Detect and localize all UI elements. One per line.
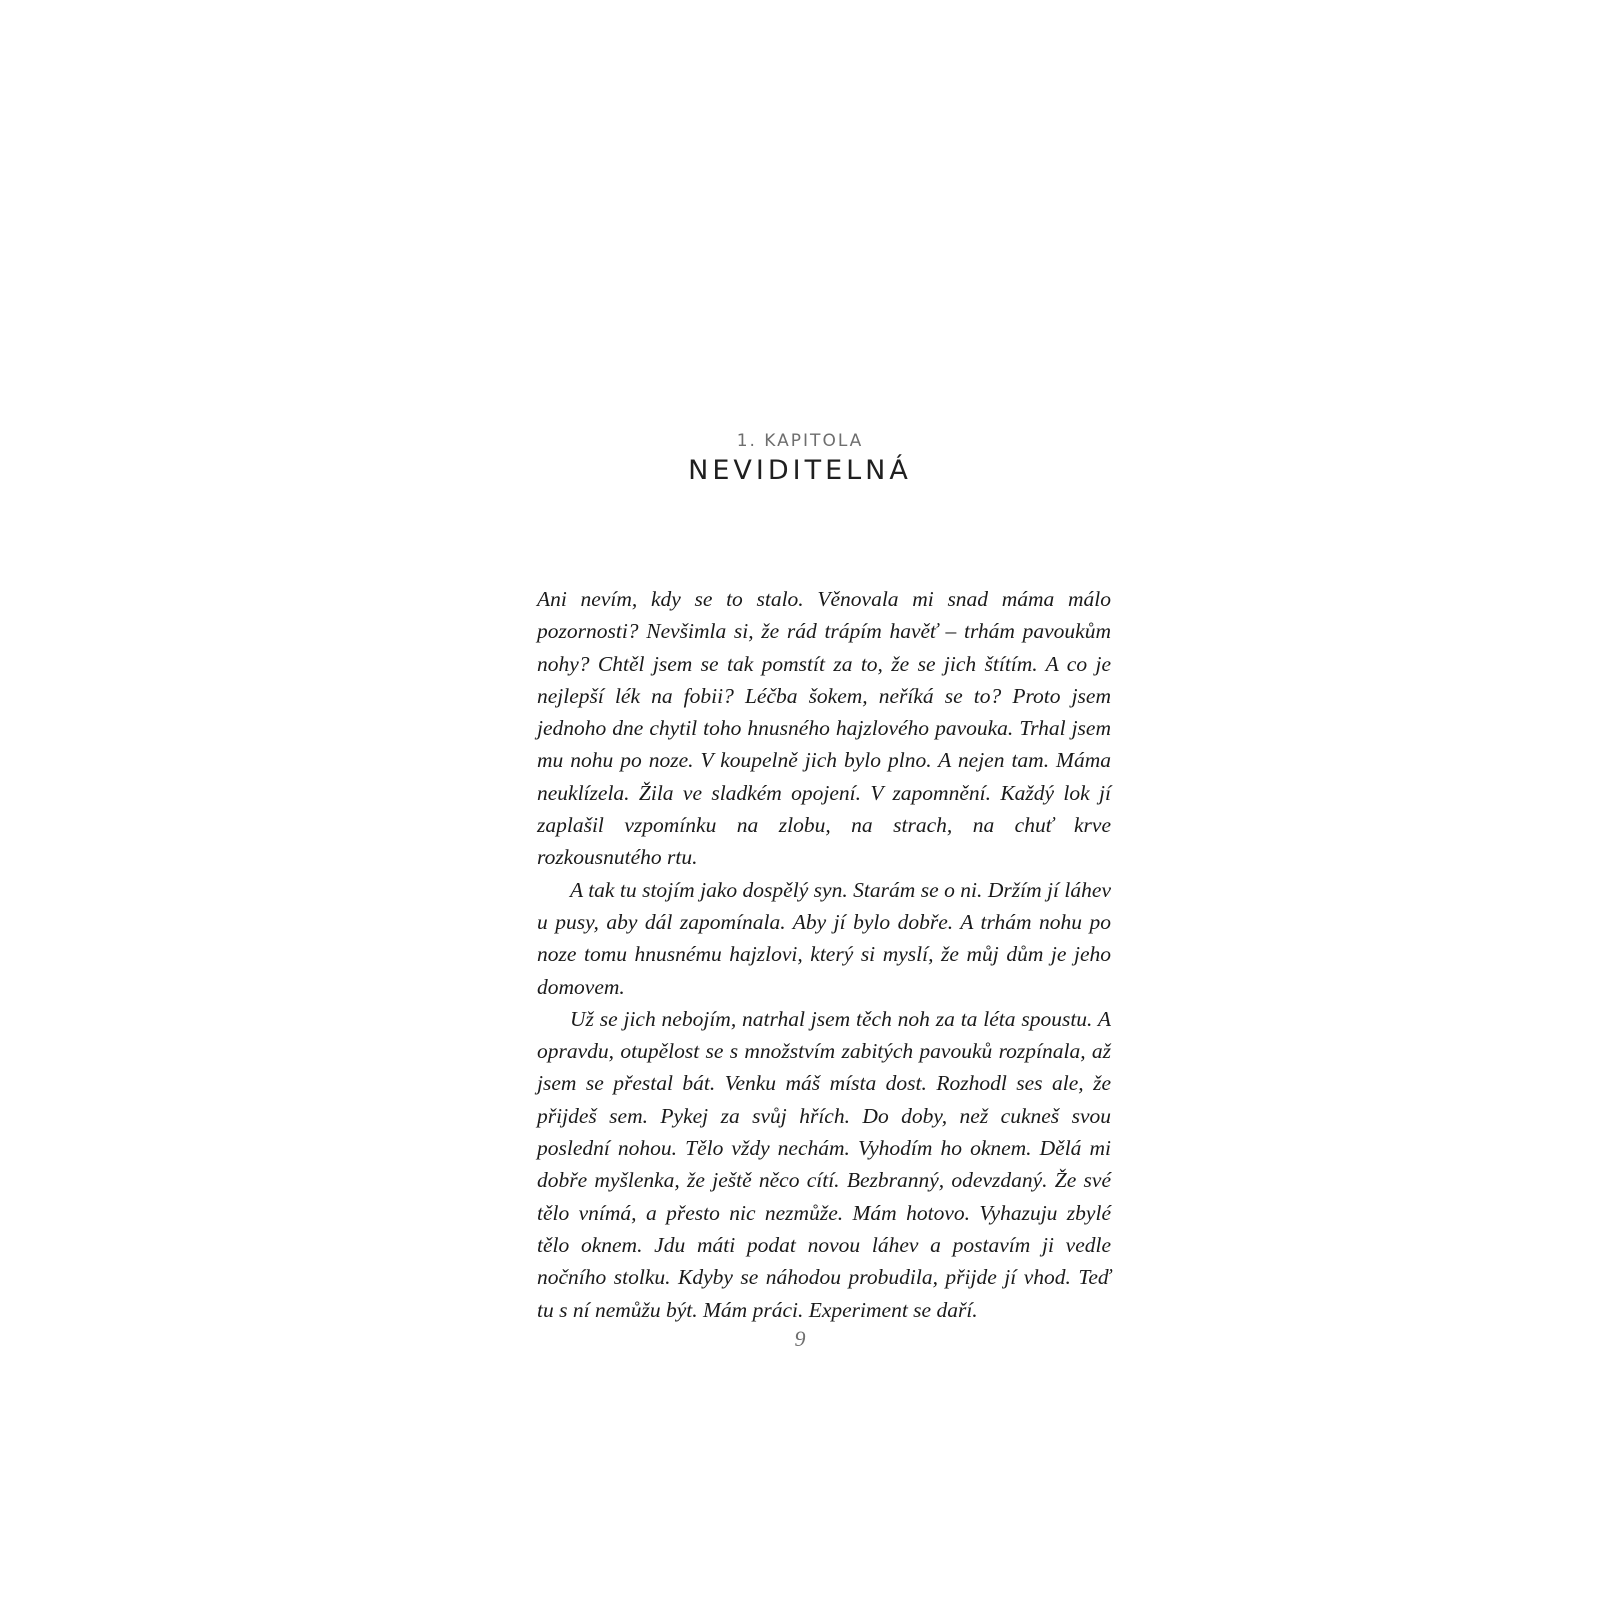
paragraph-1: Ani nevím, kdy se to stalo. Věnovala mi snad máma málo pozornosti? Nevšimla si, že rád trápím havěť – trhám pavoukům nohy? Chtěl jsem se tak pomstít za to, že se jich štítím. A co je nejlepší lék na fobii? Léčba šokem, neříká se to? Proto jsem jednoho dne chytil toho hnusného hajzlového pavouka. Trhal jsem mu nohu po noze. V koupelně jich bylo plno. A nejen tam. Máma neuklízela. Žila ve sladkém opojení. V zapomnění. Každý lok jí zaplašil vzpomínku na zlobu, na strach, na chuť krve rozkousnutého rtu.: [537, 587, 1111, 870]
chapter-title: NEVIDITELNÁ: [688, 455, 912, 486]
paragraph-3: Už se jich nebojím, natrhal jsem těch noh za ta léta spoustu. A opravdu, otupělost se s množstvím zabitých pavouků rozpínala, až jsem se přestal bát. Venku máš místa dost. Rozhodl ses ale, že přijdeš sem. Pykej za svůj hřích. Do doby, než cukneš svou poslední nohou. Tělo vždy nechám. Vyhodím ho oknem. Dělá mi dobře myšlenka, že ještě něco cítí. Bezbranný, odevzdaný. Že své tělo vnímá, a přesto nic nezmůže. Mám hotovo. Vyhazuju zbylé tělo oknem. Jdu máti podat novou láhev a postavím ji vedle nočního stolku. Kdyby se náhodou probudila, přijde jí vhod. Teď tu s ní nemůžu být. Mám práci. Experiment se daří.: [537, 1006, 1111, 1322]
paragraph-2: A tak tu stojím jako dospělý syn. Starám se o ni. Držím jí láhev u pusy, aby dál zapomínala. Aby jí bylo dobře. A trhám nohu po noze tomu hnusnému hajzlovi, který si myslí, že můj dům je jeho domovem.: [537, 877, 1111, 999]
chapter-body: [537, 583, 1111, 1326]
chapter-label: 1. KAPITOLA: [736, 431, 864, 451]
page-number: 9: [794, 1326, 806, 1351]
